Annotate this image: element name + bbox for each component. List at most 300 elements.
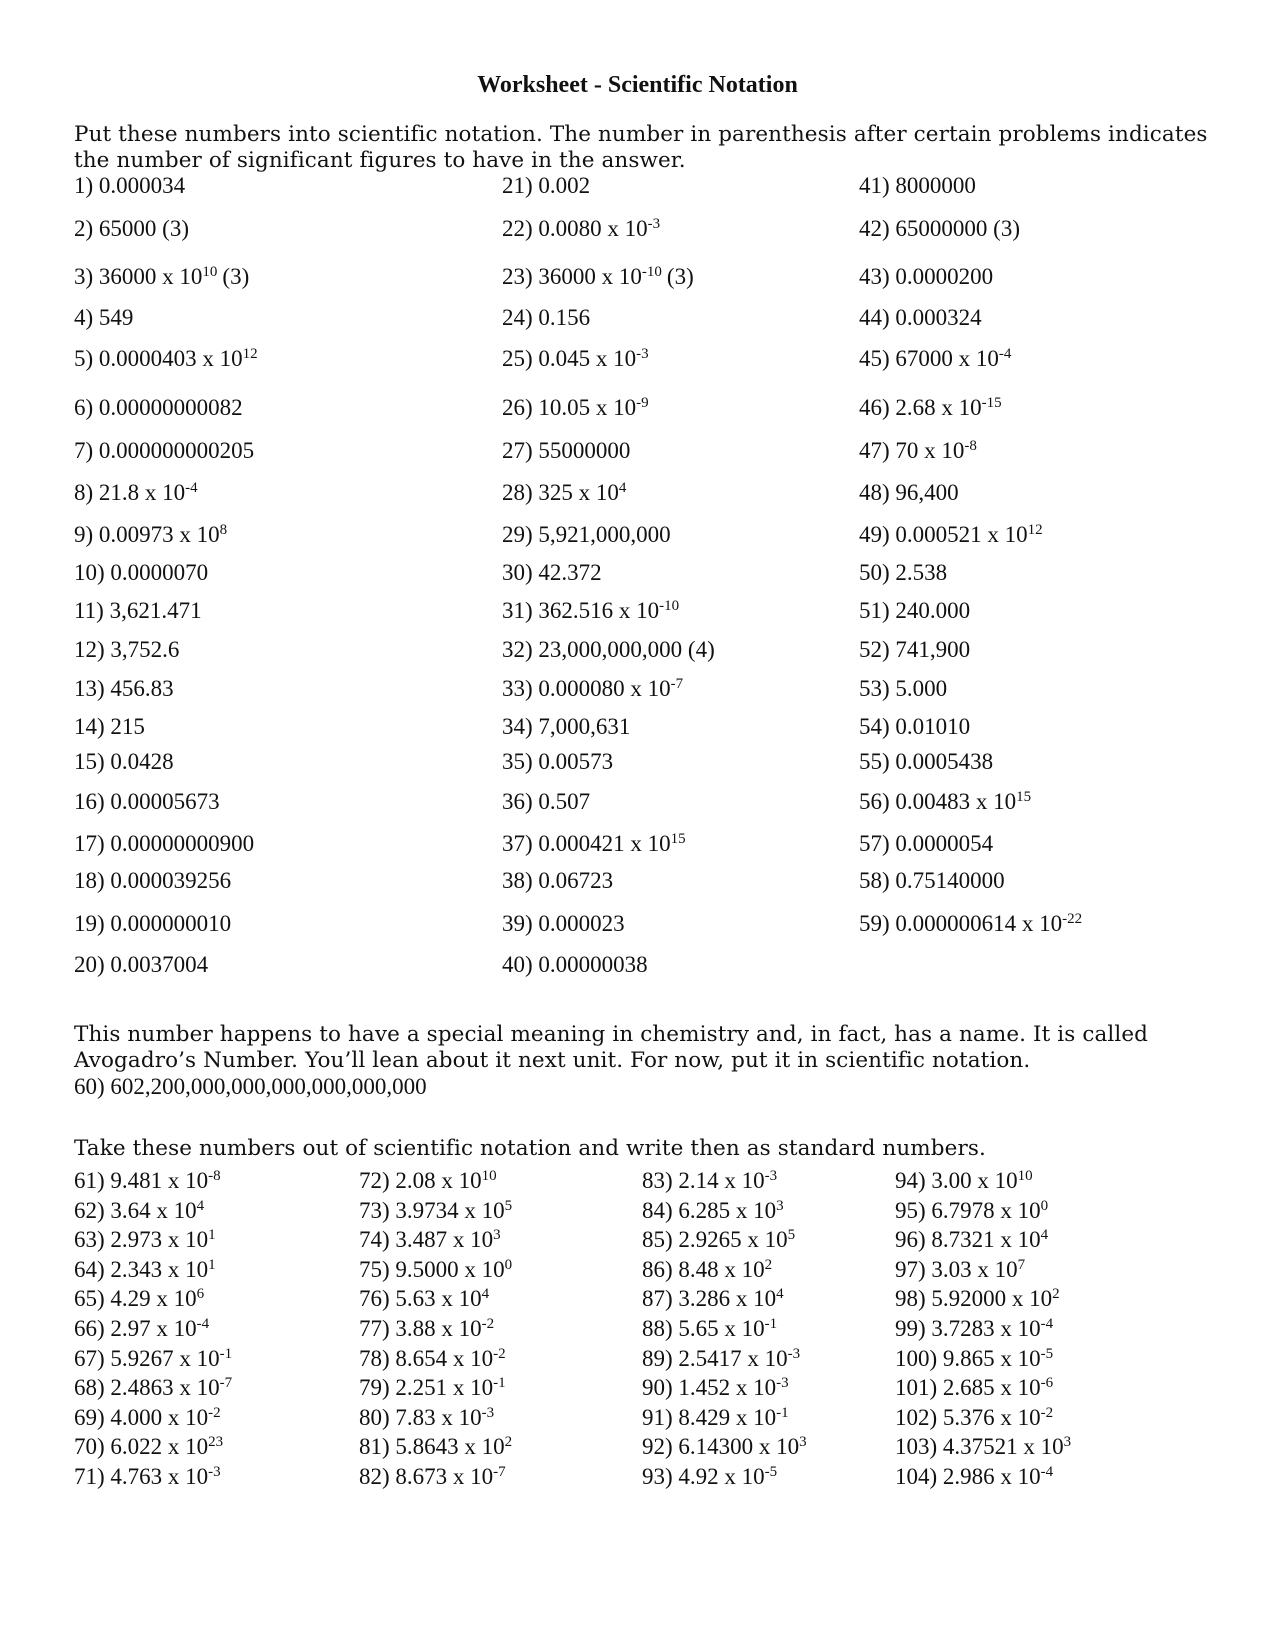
problem-number: 69) — [74, 1404, 111, 1430]
problem-expression: 36000 x 10 — [538, 264, 642, 289]
problem-expression: 0.0037004 — [110, 952, 209, 977]
problem-number: 18) — [74, 868, 111, 893]
problem-number: 20) — [74, 952, 111, 977]
problem-number: 45) — [859, 346, 896, 371]
problem-number: 14) — [74, 714, 111, 739]
problem-35 — [502, 749, 613, 775]
problem-37 — [502, 831, 686, 857]
problem-number: 64) — [74, 1256, 111, 1282]
problem-expression: 0.045 x 10 — [538, 346, 637, 371]
problem-expression: 36000 x 10 — [98, 264, 203, 289]
problem-number: 58) — [859, 868, 896, 893]
problem-54 — [859, 714, 970, 740]
exponent: 4 — [618, 480, 627, 496]
problem-expression: 0.0000403 x 10 — [98, 346, 243, 371]
problem-expression: 0.507 — [538, 789, 591, 814]
problem-number: 84) — [642, 1197, 679, 1223]
exponent: -4 — [185, 480, 198, 496]
problem-number: 92) — [642, 1434, 679, 1460]
problem-expression: 42.372 — [538, 560, 602, 585]
exponent: -1 — [776, 1404, 789, 1421]
instructions-avogadro: This number happens to have a special meaning in chemistry and, in fact, has a name. It is called Avogadro’s Number. You’ll lean about it next unit. For now, put it in scientific notation. — [74, 1022, 1149, 1073]
problem-number: 10) — [74, 560, 111, 585]
problem-number: 77) — [359, 1316, 396, 1341]
problem-number: 54) — [859, 714, 896, 739]
exponent: -15 — [981, 395, 1002, 411]
problem-number: 78) — [359, 1345, 396, 1371]
exponent: 23 — [208, 1434, 224, 1451]
exponent: -3 — [787, 1345, 801, 1362]
problem-expression: 0.0428 — [110, 749, 174, 774]
problem-expression: 0.000080 x 10 — [538, 676, 671, 701]
problem-expression: 4.29 x 10 — [110, 1286, 197, 1312]
problem-number: 93) — [642, 1464, 679, 1489]
problem-94 — [895, 1168, 1033, 1194]
problem-expression: 4.92 x 10 — [678, 1464, 765, 1489]
problem-expression: 0.156 — [538, 305, 591, 330]
problem-24 — [502, 305, 590, 331]
problem-expression: 8000000 — [895, 173, 976, 198]
problem-number: 34) — [502, 714, 539, 739]
problem-104 — [895, 1464, 1053, 1490]
problem-number: 89) — [642, 1345, 679, 1371]
problem-expression: 0.0000054 — [895, 831, 994, 856]
problem-expression: 6.022 x 10 — [110, 1434, 209, 1460]
problem-number: 42) — [859, 216, 896, 241]
exponent: -7 — [219, 1375, 233, 1392]
problem-15 — [74, 749, 174, 775]
problem-expression: 8.7321 x 10 — [931, 1227, 1041, 1253]
problem-86 — [642, 1257, 772, 1283]
problem-43 — [859, 264, 993, 290]
problem-93 — [642, 1464, 777, 1490]
problem-number: 27) — [502, 438, 539, 463]
problem-expression: 0.000521 x 10 — [895, 522, 1028, 547]
problem-expression: 0.00000038 — [538, 952, 648, 977]
problem-number: 22) — [502, 216, 539, 241]
exponent: -4 — [196, 1316, 210, 1332]
problem-18 — [74, 868, 231, 894]
problem-97 — [895, 1257, 1025, 1283]
problem-67 — [74, 1346, 232, 1372]
exponent: -2 — [493, 1345, 506, 1362]
problem-expression: 6.14300 x 10 — [678, 1434, 800, 1460]
problem-number: 41) — [859, 173, 896, 198]
problem-expression: 2.986 x 10 — [942, 1464, 1041, 1489]
problem-number: 35) — [502, 749, 539, 774]
problem-number: 100) — [895, 1345, 943, 1371]
instructions-scientific-notation: Put these numbers into scientific notation. The number in parenthesis after certain problems indicates the number of significant figures to have in the answer. — [74, 122, 1208, 173]
problem-number: 9) — [74, 522, 99, 547]
problem-number: 49) — [859, 522, 896, 547]
problem-number: 50) — [859, 560, 896, 585]
problem-expression: 67000 x 10 — [895, 346, 999, 371]
problem-expression: 0.000034 — [98, 173, 186, 198]
exponent: 4 — [1040, 1227, 1049, 1244]
problem-number: 3) — [74, 264, 99, 289]
exponent: 2 — [1052, 1286, 1060, 1303]
problem-number: 8) — [74, 480, 99, 505]
problem-76 — [359, 1286, 489, 1312]
problem-expression: 0.000421 x 10 — [538, 831, 671, 856]
problem-expression: 3.03 x 10 — [931, 1256, 1018, 1282]
problem-expression: 5.376 x 10 — [942, 1404, 1041, 1430]
problem-16 — [74, 789, 220, 815]
problem-expression: 0.002 — [538, 173, 591, 198]
problem-number: 85) — [642, 1227, 679, 1253]
problem-57 — [859, 831, 993, 857]
problem-expression: 2.685 x 10 — [942, 1375, 1041, 1401]
problem-expression: 7.83 x 10 — [395, 1404, 482, 1430]
problem-expression: 5.9267 x 10 — [110, 1345, 220, 1371]
problem-81 — [359, 1434, 512, 1460]
problem-expression: 8.654 x 10 — [395, 1345, 494, 1371]
problem-expression: 2.4863 x 10 — [110, 1375, 220, 1401]
problem-72 — [359, 1168, 497, 1194]
problem-expression: 7,000,631 — [538, 714, 631, 739]
problem-47 — [859, 438, 977, 464]
sig-figs-note: (3) — [666, 264, 694, 289]
problem-92 — [642, 1434, 807, 1460]
problem-number: 59) — [859, 911, 896, 936]
problem-85 — [642, 1227, 795, 1253]
problem-expression: 2.14 x 10 — [678, 1168, 765, 1193]
problem-79 — [359, 1375, 506, 1401]
problem-number: 4) — [74, 305, 99, 330]
problem-87 — [642, 1286, 784, 1312]
problem-number: 21) — [502, 173, 539, 198]
problem-49 — [859, 522, 1043, 548]
exponent: -4 — [998, 346, 1012, 362]
problem-number: 1) — [74, 173, 99, 198]
problem-number: 31) — [502, 598, 539, 623]
problem-number: 5) — [74, 346, 99, 371]
problem-expression: 5.65 x 10 — [678, 1316, 765, 1341]
problem-expression: 3.7283 x 10 — [931, 1316, 1041, 1341]
problem-96 — [895, 1227, 1048, 1253]
problem-number: 23) — [502, 264, 539, 289]
exponent: -5 — [1040, 1345, 1054, 1362]
problem-expression: 65000000 (3) — [895, 216, 1020, 241]
exponent: 6 — [196, 1286, 205, 1303]
problem-expression: 6.7978 x 10 — [931, 1197, 1041, 1223]
problem-number: 61) — [74, 1168, 111, 1193]
problem-number: 104) — [895, 1464, 943, 1489]
problem-number: 63) — [74, 1227, 111, 1253]
exponent: 8 — [219, 522, 228, 538]
problem-expression: 6.285 x 10 — [678, 1197, 777, 1223]
problem-number: 30) — [502, 560, 539, 585]
problem-26 — [502, 395, 649, 421]
exponent: 10 — [1017, 1168, 1033, 1184]
problem-number: 82) — [359, 1464, 396, 1489]
problem-expression: 0.0000200 — [895, 264, 994, 289]
problem-expression: 8.48 x 10 — [678, 1256, 765, 1282]
problem-expression: 9.5000 x 10 — [395, 1256, 505, 1282]
problem-number: 53) — [859, 676, 896, 701]
problem-expression: 3.9734 x 10 — [395, 1197, 505, 1223]
problem-31 — [502, 598, 679, 624]
problem-48 — [859, 480, 959, 506]
problem-number: 66) — [74, 1316, 111, 1341]
problem-expression: 1.452 x 10 — [678, 1375, 777, 1401]
problem-number: 2) — [74, 216, 99, 241]
problem-number: 48) — [859, 480, 896, 505]
problem-expression: 2.251 x 10 — [395, 1375, 494, 1401]
problem-12 — [74, 637, 179, 663]
exponent: -22 — [1062, 911, 1083, 927]
exponent: -4 — [1040, 1316, 1054, 1332]
problem-39 — [502, 911, 625, 937]
problem-expression: 4.37521 x 10 — [942, 1434, 1064, 1460]
problem-63 — [74, 1227, 216, 1253]
problem-expression: 5.8643 x 10 — [395, 1434, 505, 1460]
exponent: -9 — [636, 395, 649, 411]
problem-expression: 5.92000 x 10 — [931, 1286, 1053, 1312]
problem-expression: 5,921,000,000 — [538, 522, 671, 547]
problem-66 — [74, 1316, 209, 1342]
problem-number: 7) — [74, 438, 99, 463]
problem-number: 98) — [895, 1286, 932, 1312]
problem-expression: 2.68 x 10 — [895, 395, 982, 420]
problem-65 — [74, 1286, 204, 1312]
problem-number: 102) — [895, 1404, 943, 1430]
problem-expression: 0.000000614 x 10 — [895, 911, 1063, 936]
problem-28 — [502, 480, 626, 506]
problem-74 — [359, 1227, 501, 1253]
problem-number: 83) — [642, 1168, 679, 1193]
problem-number: 97) — [895, 1256, 932, 1282]
problem-number: 95) — [895, 1197, 932, 1223]
problem-42 — [859, 216, 1020, 242]
problem-52 — [859, 637, 970, 663]
problem-number: 75) — [359, 1256, 396, 1282]
problem-number: 16) — [74, 789, 111, 814]
problem-expression: 0.00573 — [538, 749, 614, 774]
problem-expression: 0.0005438 — [895, 749, 994, 774]
problem-80 — [359, 1405, 494, 1431]
problem-2 — [74, 216, 189, 242]
problem-38 — [502, 868, 613, 894]
problem-expression: 2.08 x 10 — [395, 1168, 482, 1193]
problem-expression: 2.9265 x 10 — [678, 1227, 788, 1253]
problem-number: 55) — [859, 749, 896, 774]
exponent: 0 — [1040, 1197, 1049, 1214]
problem-73 — [359, 1198, 512, 1224]
problem-expression: 8.429 x 10 — [678, 1404, 777, 1430]
problem-number: 46) — [859, 395, 896, 420]
problem-56 — [859, 789, 1031, 815]
exponent: 10 — [481, 1168, 497, 1184]
problem-expression: 4.000 x 10 — [110, 1404, 209, 1430]
problem-expression: 0.000039256 — [110, 868, 232, 893]
problem-98 — [895, 1286, 1060, 1312]
problem-number: 79) — [359, 1375, 396, 1401]
exponent: -6 — [1040, 1375, 1054, 1392]
problem-60: 60) 602,200,000,000,000,000,000,000 — [74, 1074, 427, 1099]
problem-expression: 0.00005673 — [110, 789, 220, 814]
problem-expression: 21.8 x 10 — [98, 480, 186, 505]
problem-expression: 3.88 x 10 — [395, 1316, 482, 1341]
exponent: 15 — [670, 831, 686, 847]
problem-36 — [502, 789, 590, 815]
exponent: -3 — [776, 1375, 789, 1392]
exponent: -3 — [481, 1404, 495, 1421]
exponent: -8 — [964, 438, 977, 454]
problem-number: 17) — [74, 831, 111, 856]
problem-27 — [502, 438, 630, 464]
problem-17 — [74, 831, 254, 857]
exponent: -3 — [208, 1464, 221, 1480]
problem-number: 51) — [859, 598, 896, 623]
exponent: 4 — [481, 1286, 490, 1303]
problem-number: 90) — [642, 1375, 679, 1401]
exponent: -3 — [636, 346, 649, 362]
problem-20 — [74, 952, 208, 978]
problem-46 — [859, 395, 1002, 421]
problem-29 — [502, 522, 671, 548]
exponent: 2 — [764, 1256, 773, 1273]
problem-expression: 10.05 x 10 — [538, 395, 637, 420]
problem-100 — [895, 1346, 1053, 1372]
problem-number: 24) — [502, 305, 539, 330]
problem-number: 19) — [74, 911, 111, 936]
problem-expression: 2.538 — [895, 560, 948, 585]
exponent: -2 — [481, 1316, 495, 1332]
exponent: -10 — [659, 598, 680, 614]
problem-expression: 0.00000000900 — [110, 831, 255, 856]
exponent: 5 — [504, 1197, 513, 1214]
problem-103 — [895, 1434, 1071, 1460]
problem-expression: 325 x 10 — [538, 480, 619, 505]
problem-expression: 70 x 10 — [895, 438, 965, 463]
problem-expression: 23,000,000,000 (4) — [538, 637, 715, 662]
problem-expression: 0.00000000082 — [98, 395, 243, 420]
problem-number: 13) — [74, 676, 111, 701]
problem-82 — [359, 1464, 506, 1490]
problem-number: 94) — [895, 1168, 932, 1193]
problem-number: 76) — [359, 1286, 396, 1312]
problem-number: 11) — [74, 598, 110, 623]
problem-91 — [642, 1405, 789, 1431]
problem-69 — [74, 1405, 221, 1431]
problem-7 — [74, 438, 254, 464]
problem-expression: 3.286 x 10 — [678, 1286, 777, 1312]
problem-number: 56) — [859, 789, 896, 814]
problem-number: 65) — [74, 1286, 111, 1312]
problem-32 — [502, 637, 715, 663]
problem-64 — [74, 1257, 216, 1283]
problem-expression: 0.06723 — [538, 868, 614, 893]
exponent: 5 — [787, 1227, 796, 1244]
problem-expression: 549 — [98, 305, 134, 330]
problem-expression: 0.01010 — [895, 714, 971, 739]
problem-number: 29) — [502, 522, 539, 547]
problem-number: 72) — [359, 1168, 396, 1193]
problem-number: 47) — [859, 438, 896, 463]
problem-number: 80) — [359, 1404, 396, 1430]
problem-expression: 3,621.471 — [109, 598, 202, 623]
problem-83 — [642, 1168, 777, 1194]
problem-number: 6) — [74, 395, 99, 420]
sig-figs-note: (3) — [222, 264, 250, 289]
problem-expression: 55000000 — [538, 438, 631, 463]
problem-expression: 240.000 — [895, 598, 971, 623]
problem-number: 101) — [895, 1375, 943, 1401]
problem-number: 99) — [895, 1316, 932, 1341]
problem-expression: 5.63 x 10 — [395, 1286, 482, 1312]
problem-number: 68) — [74, 1375, 111, 1401]
exponent: -1 — [493, 1375, 506, 1392]
problem-number: 103) — [895, 1434, 943, 1460]
problem-102 — [895, 1405, 1053, 1431]
problem-expression: 0.000000010 — [110, 911, 232, 936]
instructions-standard-numbers: Take these numbers out of scientific notation and write then as standard numbers. — [74, 1136, 986, 1161]
problem-number: 12) — [74, 637, 111, 662]
exponent: 0 — [504, 1256, 513, 1273]
problem-expression: 3,752.6 — [110, 637, 180, 662]
problem-number: 37) — [502, 831, 539, 856]
problem-expression: 8.673 x 10 — [395, 1464, 494, 1489]
exponent: 10 — [202, 264, 218, 280]
problem-9 — [74, 522, 227, 548]
exponent: 15 — [1016, 789, 1032, 805]
problem-58 — [859, 868, 1005, 894]
problem-expression: 362.516 x 10 — [538, 598, 660, 623]
problem-30 — [502, 560, 602, 586]
exponent: 7 — [1017, 1256, 1026, 1273]
problem-75 — [359, 1257, 512, 1283]
problem-number: 81) — [359, 1434, 396, 1460]
problem-62 — [74, 1198, 204, 1224]
problem-expression: 0.000023 — [538, 911, 625, 936]
problem-5 — [74, 346, 258, 372]
problem-51 — [859, 598, 970, 624]
problem-number: 32) — [502, 637, 539, 662]
problem-expression: 0.0000070 — [110, 560, 209, 585]
problem-34 — [502, 714, 630, 740]
worksheet-title: Worksheet - Scientific Notation — [477, 72, 798, 98]
problem-number: 44) — [859, 305, 896, 330]
problem-expression: 0.75140000 — [895, 868, 1005, 893]
exponent: -3 — [647, 216, 661, 232]
exponent: 3 — [799, 1434, 807, 1451]
problem-number: 40) — [502, 952, 539, 977]
problem-number: 25) — [502, 346, 539, 371]
problem-number: 28) — [502, 480, 539, 505]
exponent: 3 — [776, 1197, 784, 1214]
problem-44 — [859, 305, 982, 331]
exponent: 3 — [1063, 1434, 1072, 1451]
problem-53 — [859, 676, 947, 702]
problem-number: 67) — [74, 1345, 111, 1371]
exponent: -4 — [1040, 1464, 1054, 1480]
problem-number: 26) — [502, 395, 539, 420]
problem-21 — [502, 173, 590, 199]
problem-expression: 0.00973 x 10 — [98, 522, 220, 547]
problem-95 — [895, 1198, 1048, 1224]
problem-6 — [74, 395, 243, 421]
exponent: 12 — [242, 346, 258, 362]
problem-expression: 0.00483 x 10 — [895, 789, 1017, 814]
exponent: -1 — [219, 1345, 233, 1362]
problem-8 — [74, 480, 198, 506]
problem-expression: 3.00 x 10 — [931, 1168, 1018, 1193]
problem-number: 96) — [895, 1227, 932, 1253]
problem-78 — [359, 1346, 506, 1372]
problem-77 — [359, 1316, 494, 1342]
problem-101 — [895, 1375, 1053, 1401]
